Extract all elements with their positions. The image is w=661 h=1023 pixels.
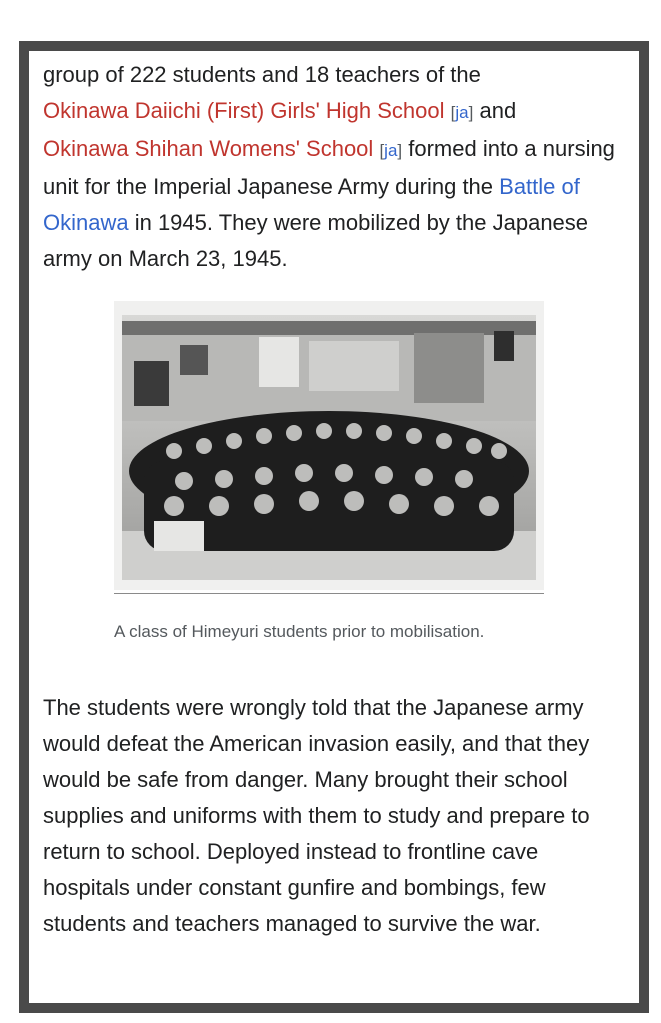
paragraph-text: formed into a nursing unit for the Imperial Japanese Army during the xyxy=(43,136,615,199)
link-okinawa-daiichi-girls-high-school[interactable]: Okinawa Daiichi (First) Girls' High School xyxy=(43,98,445,123)
figure-caption: A class of Himeyuri students prior to mobilisation. xyxy=(114,622,485,641)
interlanguage-link-ja-2[interactable]: [ja] xyxy=(379,141,403,160)
article-paragraph-1 xyxy=(43,57,628,277)
link-battle-of-okinawa[interactable]: Battle of Okinawa xyxy=(43,174,580,235)
paragraph-text: and xyxy=(473,98,517,123)
figure-divider xyxy=(114,593,544,594)
paragraph-text: group of 222 students and 18 teachers of the xyxy=(43,62,481,87)
paragraph-text: in 1945. They were mobilized by the Japanese army on March 23, 1945. xyxy=(43,210,589,271)
link-okinawa-shihan-womens-school[interactable]: Okinawa Shihan Womens' School xyxy=(43,136,374,161)
article-paragraph-2: The students were wrongly told that the Japanese army would defeat the American invasion easily, and that they would be safe from danger. Many brought their school supplies and uniforms with them to study and prepare to return to school. Deployed instead to frontline cave hospitals under constant gunfire and bombings, few students and teachers managed to survive the war. xyxy=(43,695,590,936)
interlanguage-link-ja-1[interactable]: [ja] xyxy=(450,103,474,122)
article-content xyxy=(43,51,628,936)
himeyuri-class-photo[interactable] xyxy=(114,301,544,590)
figure xyxy=(114,301,544,646)
article-frame xyxy=(19,41,649,1013)
